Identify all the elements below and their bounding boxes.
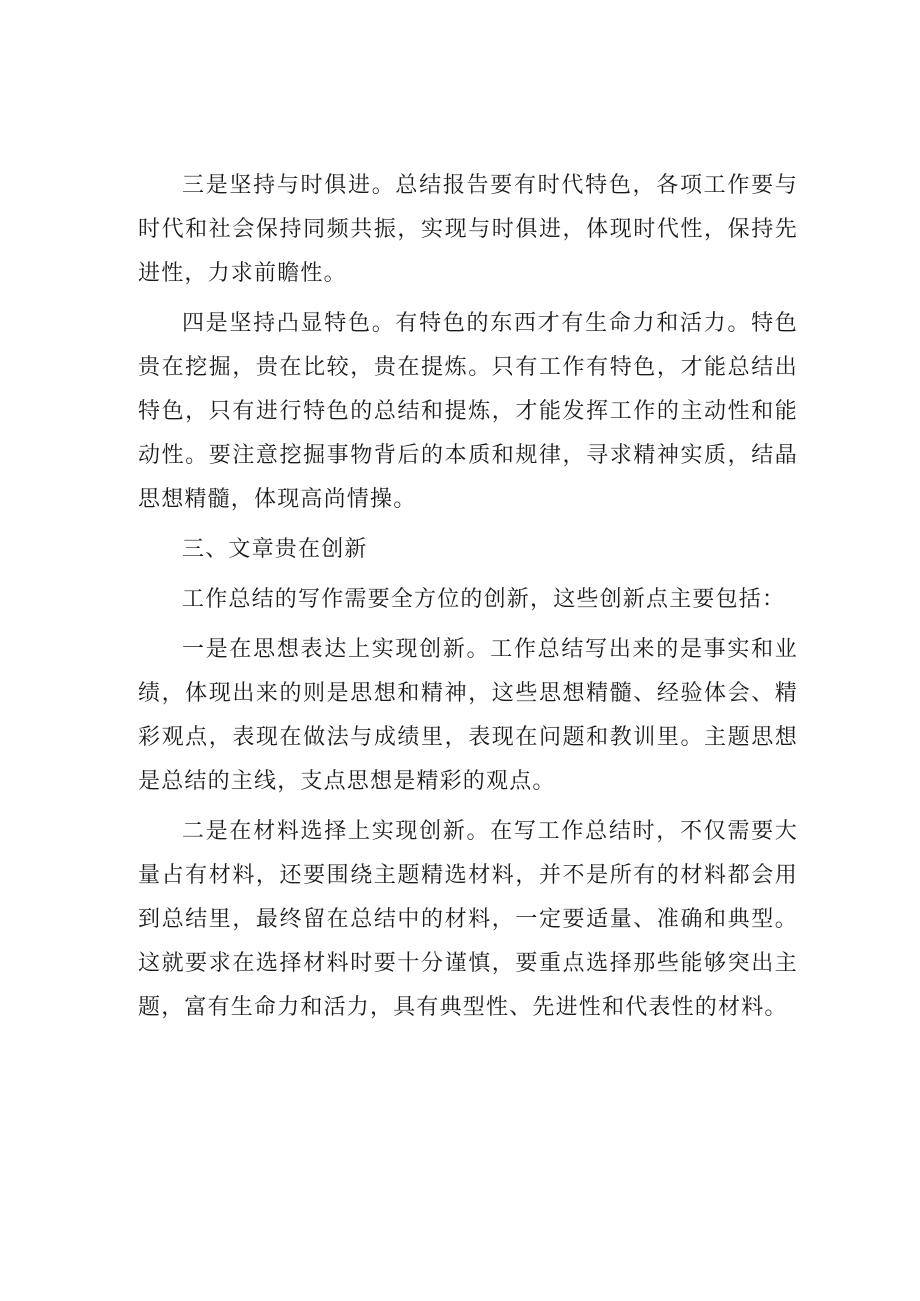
- paragraph-innovation-intro: 工作总结的写作需要全方位的创新，这些创新点主要包括：: [182, 587, 786, 612]
- document-page: [138, 164, 798, 1036]
- paragraph-material-selection: 二是在材料选择上实现创新。在写工作总结时，不仅需要大量占有材料，还要围绕主题精选材料，并不是所有的材料都会用到总结里，最终留在总结中的材料，一定要适量、准确和典型。这就要求在选择材料时要十分谨慎，要重点选择那些能够突出主题，富有生命力和活力，具有典型性、先进性和代表性的材料。: [138, 819, 798, 1020]
- paragraph-highlight-features: 四是坚持凸显特色。有特色的东西才有生命力和活力。特色贵在挖掘，贵在比较，贵在提炼。只有工作有特色，才能总结出特色，只有进行特色的总结和提炼，才能发挥工作的主动性和能动性。要注意挖掘事物背后的本质和规律，寻求精神实质，结晶思想精髓，体现高尚情操。: [138, 311, 798, 512]
- paragraph-keep-pace: 三是坚持与时俱进。总结报告要有时代特色，各项工作要与时代和社会保持同频共振，实现与时俱进，体现时代性，保持先进性，力求前瞻性。: [138, 173, 798, 286]
- paragraph-thought-expression: 一是在思想表达上实现创新。工作总结写出来的是事实和业绩，体现出来的则是思想和精神，这些思想精髓、经验体会、精彩观点，表现在做法与成绩里，表现在问题和教训里。主题思想是总结的主线，支点思想是精彩的观点。: [138, 637, 798, 794]
- section-heading-innovation: 三、文章贵在创新: [182, 537, 368, 562]
